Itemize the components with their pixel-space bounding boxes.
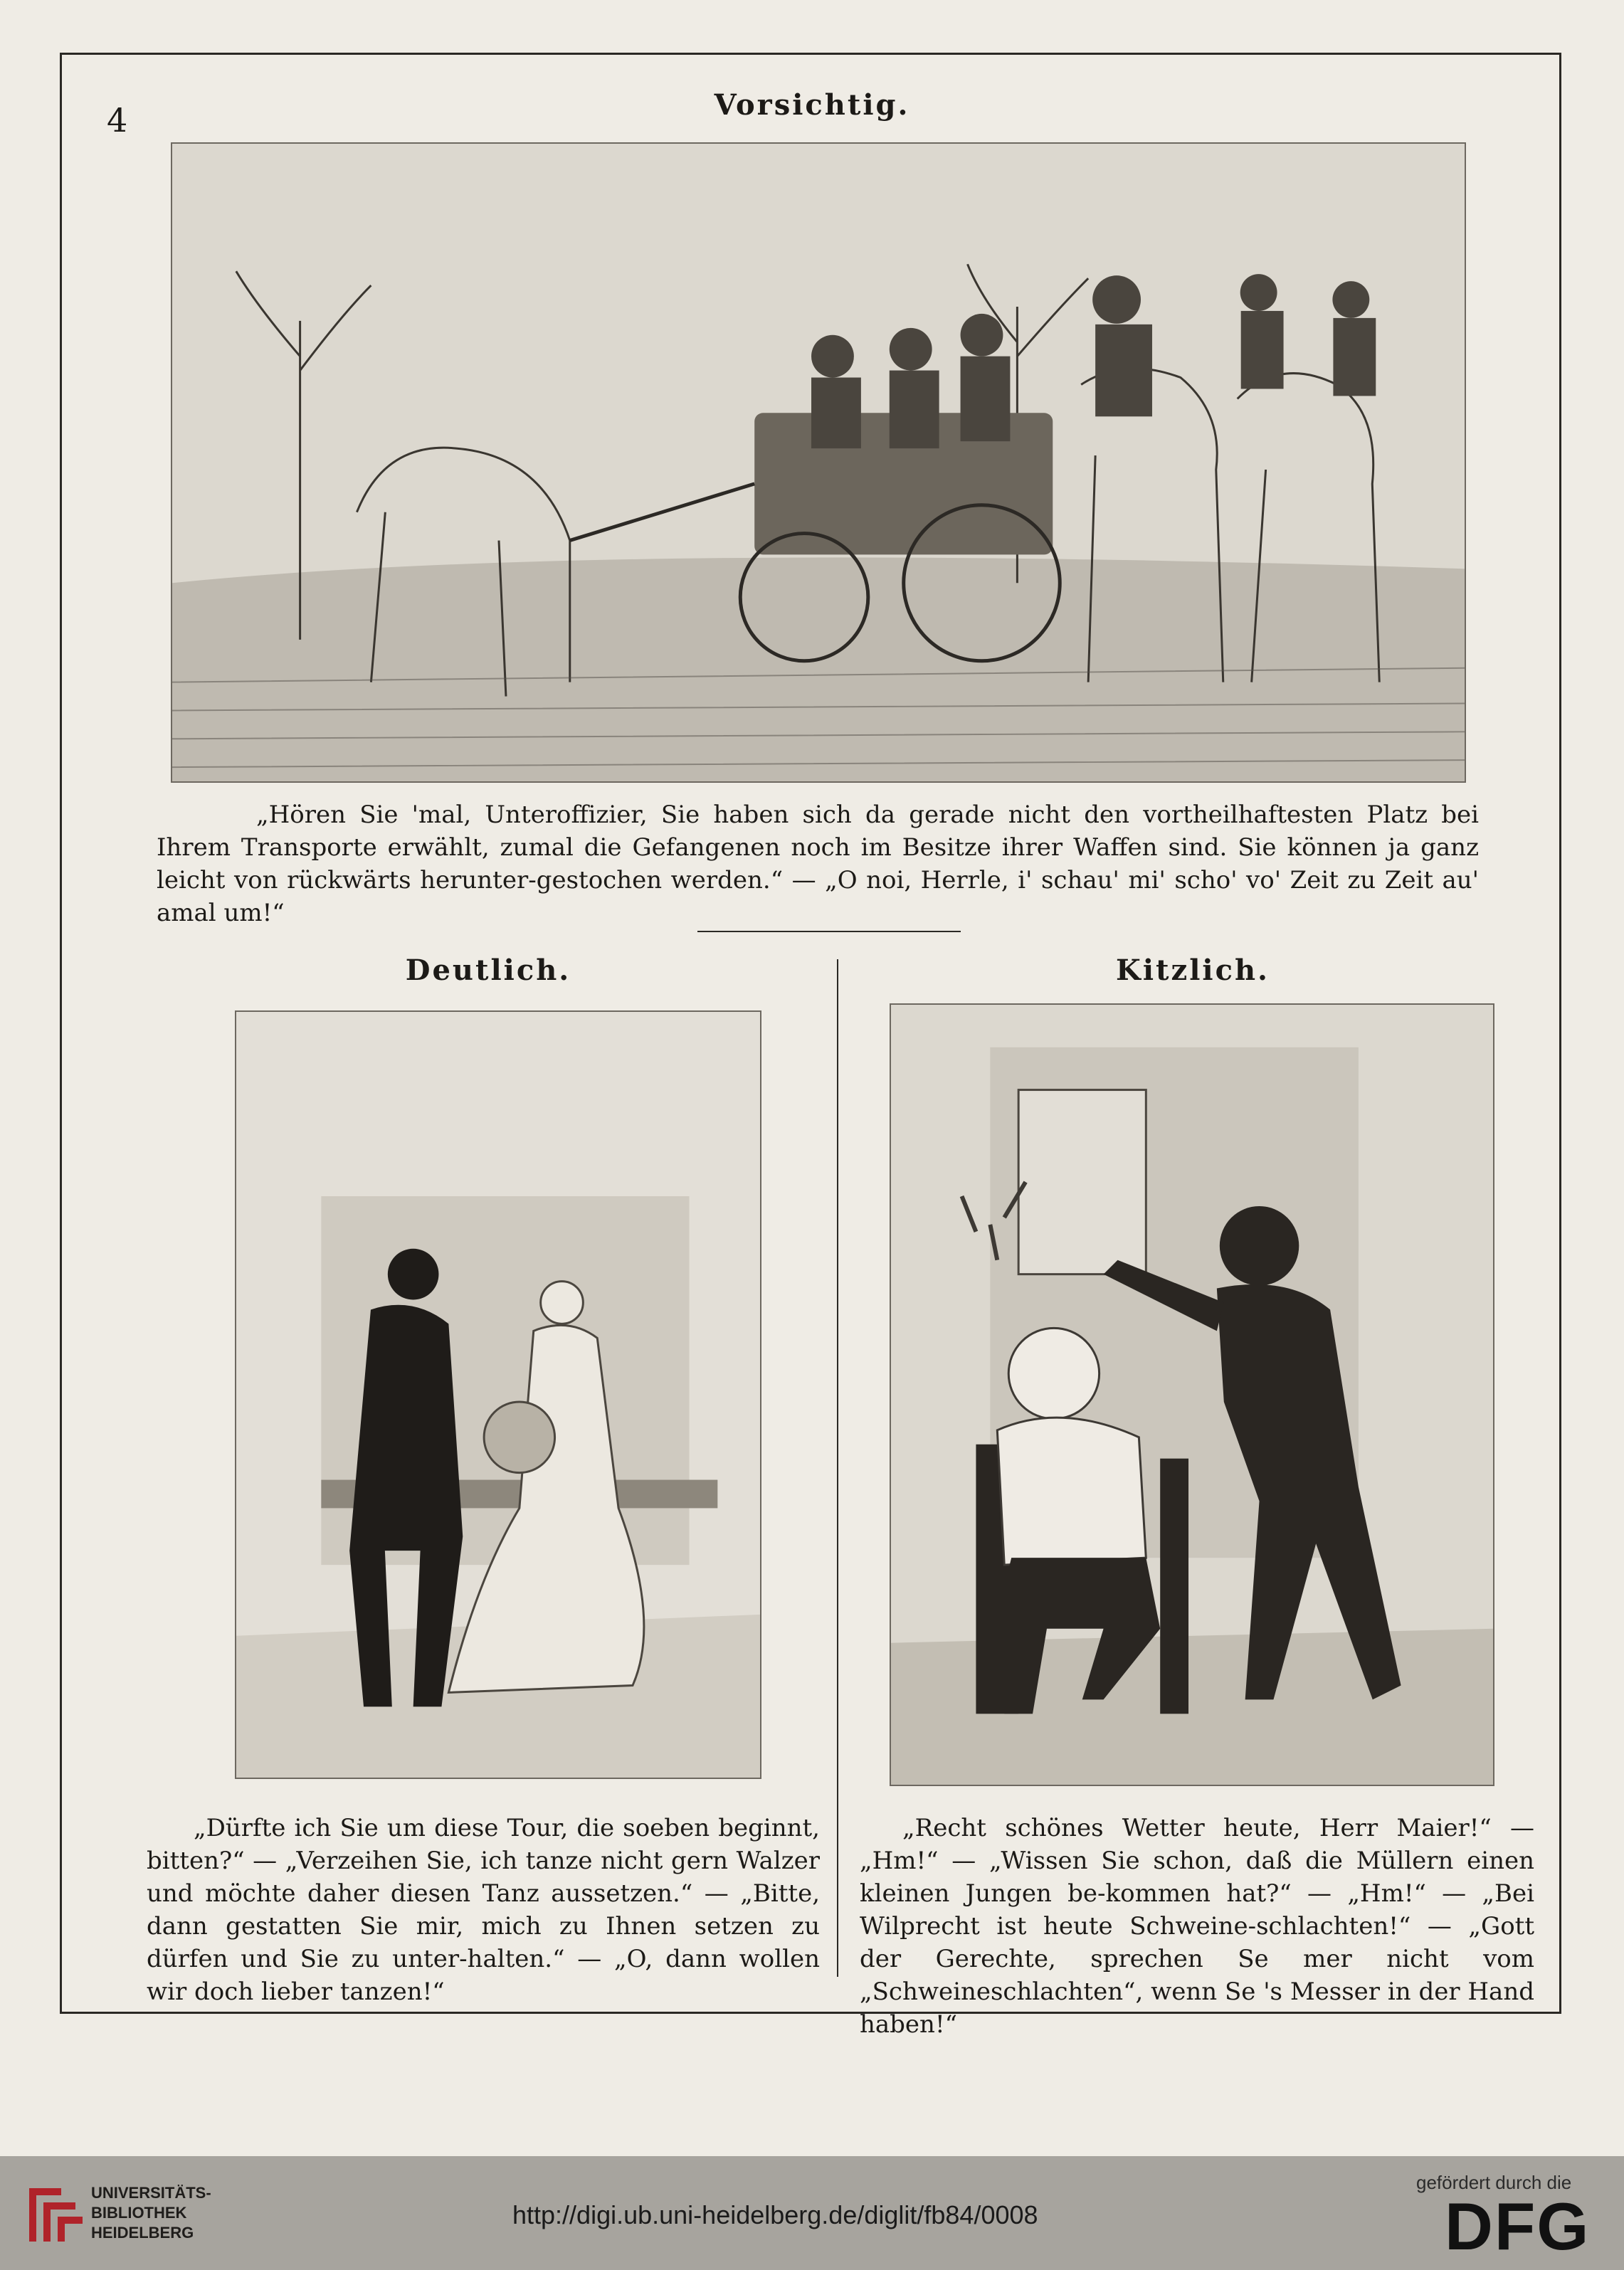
- top-cartoon-caption: „Hören Sie 'mal, Unteroffizier, Sie haben sich da gerade nicht den vortheilhaftesten Platz bei Ihrem Transporte erwählt, zumal die Gefangenen noch im Besitze ihrer Waffen sind. Sie können ja ganz leicht von rückwärts herunter-gestochen werden.“ — „O noi, Herrle, i' schau' mi' scho' vo' Zeit zu Zeit au' amal um!“: [157, 801, 1479, 927]
- top-illustration-prisoner-transport: [171, 142, 1466, 783]
- left-cartoon-caption: „Dürfte ich Sie um diese Tour, die soeben beginnt, bitten?“ — „Verzeihen Sie, ich tanze nicht gern Walzer und möchte daher diesen Tanz aussetzen.“ — „Bitte, dann gestatten Sie mir, mich zu Ihnen setzen zu dürfen und Sie zu unter-halten.“ — „O, dann wollen wir doch lieber tanzen!“: [147, 1814, 820, 2006]
- right-illustration-barber: [890, 1003, 1494, 1786]
- section-divider: [697, 931, 961, 932]
- library-logo-icon: [19, 2177, 90, 2251]
- column-divider: [837, 959, 838, 1977]
- page-number: 4: [107, 101, 128, 139]
- left-illustration-ballroom: [235, 1010, 761, 1779]
- right-cartoon-title: Kitzlich.: [1116, 954, 1270, 987]
- library-name-line1: UNIVERSITÄTS-: [91, 2184, 211, 2202]
- library-name: [91, 2183, 211, 2243]
- library-name-line2: BIBLIOTHEK: [91, 2204, 187, 2222]
- funded-by-label: gefördert durch die: [1416, 2172, 1572, 2193]
- top-cartoon-title: Vorsichtig.: [714, 88, 910, 122]
- document-url-link[interactable]: http://digi.ub.uni-heidelberg.de/diglit/fb84/0008: [512, 2200, 1038, 2229]
- footer-bar: [0, 2156, 1624, 2270]
- right-cartoon-caption: „Recht schönes Wetter heute, Herr Maier!“ — „Hm!“ — „Wissen Sie schon, daß die Müllern einen kleinen Jungen be-kommen hat?“ — „Hm!“ — „Bei Wilprecht ist heute Schweine-schlachten!“ — „Gott der Gerechte, sprechen Se mer nicht vom „Schweineschlachten“, wenn Se 's Messer in der Hand haben!“: [860, 1814, 1534, 2039]
- library-name-line3: HEIDELBERG: [91, 2224, 194, 2242]
- left-cartoon-title: Deutlich.: [405, 954, 571, 987]
- dfg-logo: DFG: [1445, 2189, 1591, 2264]
